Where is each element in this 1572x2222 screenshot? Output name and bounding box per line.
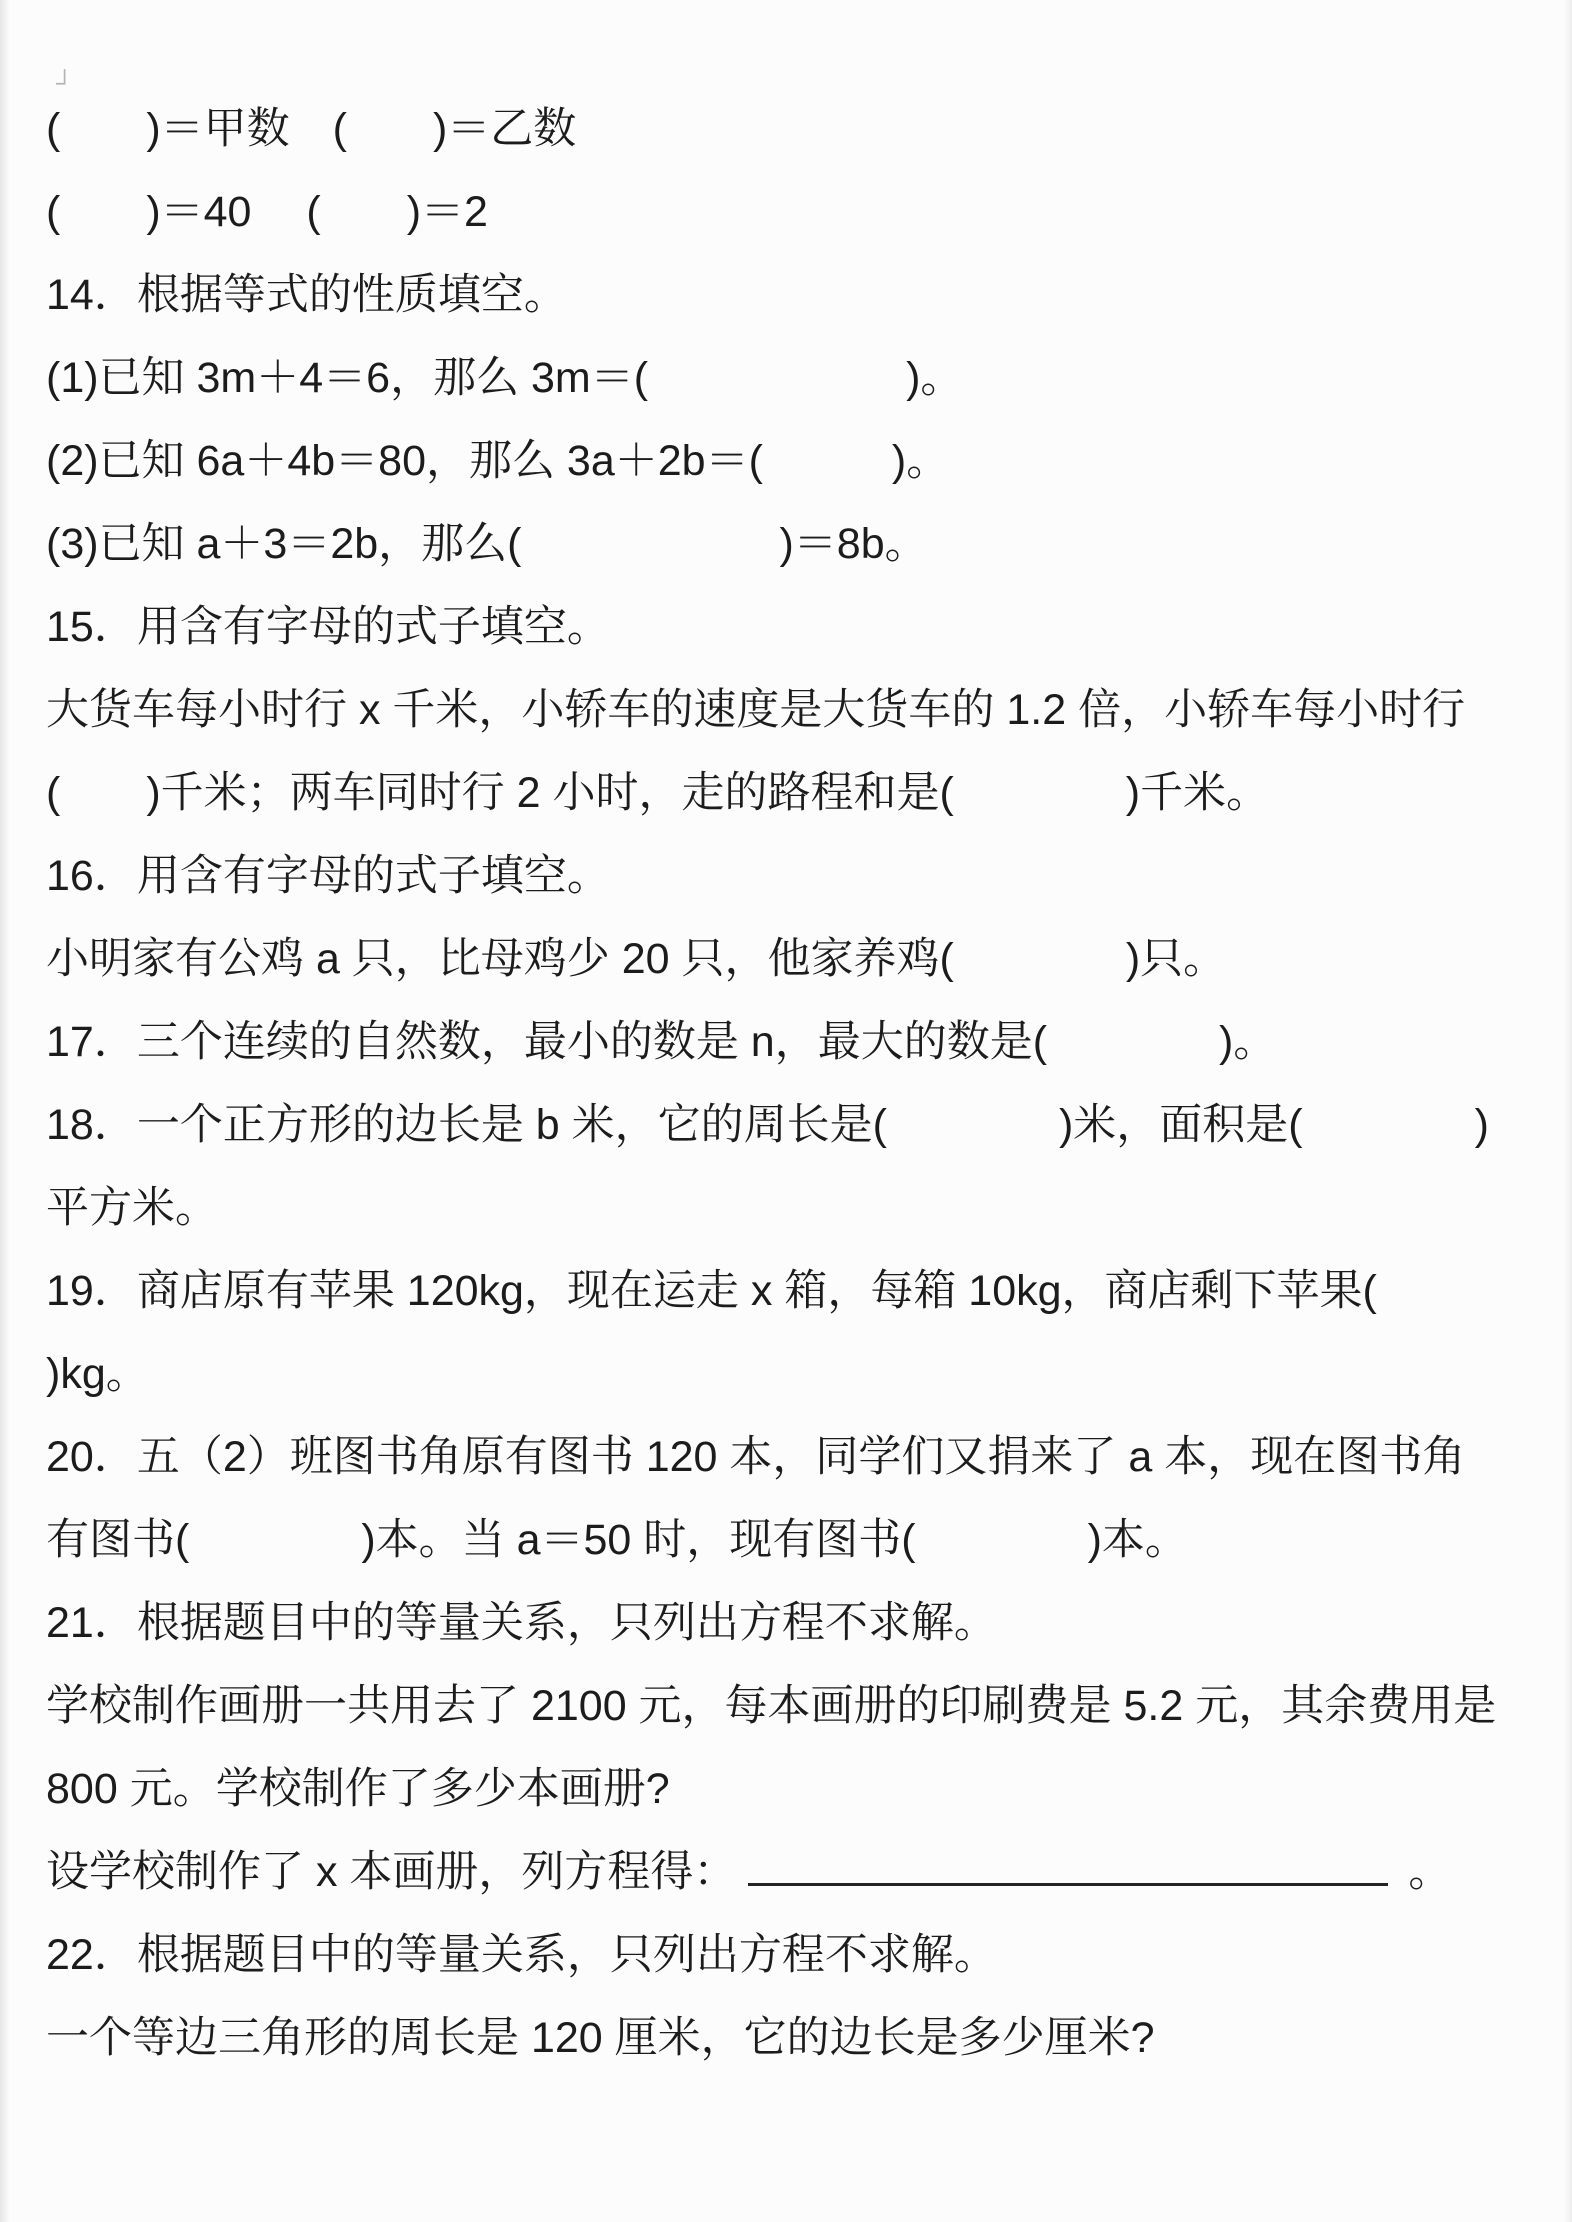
question-14-part-3: (3)已知 a＋3＝2b，那么( )＝8b。 [46, 520, 928, 568]
question-15-title: 15．用含有字母的式子填空。 [46, 603, 610, 651]
question-15-body-2: ( )千米；两车同时行 2 小时，走的路程和是( )千米。 [46, 769, 1270, 817]
question-20-body-1: 20．五（2）班图书角原有图书 120 本，同学们又捐来了 a 本，现在图书角 [46, 1433, 1466, 1481]
question-21-title: 21．根据题目中的等量关系，只列出方程不求解。 [46, 1599, 997, 1647]
corner-mark: ┘ [56, 70, 74, 97]
equation-prompt: 设学校制作了 x 本画册，列方程得： [46, 1848, 737, 1896]
question-20-body-2: 有图书( )本。当 a＝50 时，现有图书( )本。 [46, 1516, 1188, 1564]
question-21-body-2: 800 元。学校制作了多少本画册? [46, 1765, 670, 1813]
question-16-body: 小明家有公鸡 a 只，比母鸡少 20 只，他家养鸡( )只。 [46, 935, 1227, 983]
question-19-body-2: )kg。 [46, 1350, 149, 1398]
question-21-equation-line [46, 1831, 1544, 1914]
equation-period: 。 [1408, 1848, 1452, 1896]
question-21-body-1: 学校制作画册一共用去了 2100 元，每本画册的印刷费是 5.2 元，其余费用是 [46, 1682, 1497, 1730]
text-line-blanks-jia-yi: ( )＝甲数 ( )＝乙数 [46, 105, 577, 153]
question-15-body-1: 大货车每小时行 x 千米，小轿车的速度是大货车的 1.2 倍，小轿车每小时行 [46, 686, 1466, 734]
question-22-body: 一个等边三角形的周长是 120 厘米，它的边长是多少厘米? [46, 2014, 1155, 2062]
question-14-part-1: (1)已知 3m＋4＝6，那么 3m＝( )。 [46, 354, 964, 402]
question-16-title: 16．用含有字母的式子填空。 [46, 852, 610, 900]
question-17-body: 17．三个连续的自然数，最小的数是 n，最大的数是( )。 [46, 1018, 1277, 1066]
answer-blank-line [748, 1846, 1388, 1886]
question-14-part-2: (2)已知 6a＋4b＝80，那么 3a＋2b＝( )。 [46, 437, 950, 485]
question-14-title: 14．根据等式的性质填空。 [46, 271, 567, 319]
question-18-body-2: 平方米。 [46, 1184, 218, 1232]
text-line-blanks-40-2: ( )＝40 ( )＝2 [46, 188, 488, 236]
question-22-title: 22．根据题目中的等量关系，只列出方程不求解。 [46, 1931, 997, 1979]
question-18-body-1: 18．一个正方形的边长是 b 米，它的周长是( )米，面积是( ) [46, 1101, 1489, 1149]
question-19-body-1: 19．商店原有苹果 120kg，现在运走 x 箱，每箱 10kg，商店剩下苹果( [46, 1267, 1377, 1315]
